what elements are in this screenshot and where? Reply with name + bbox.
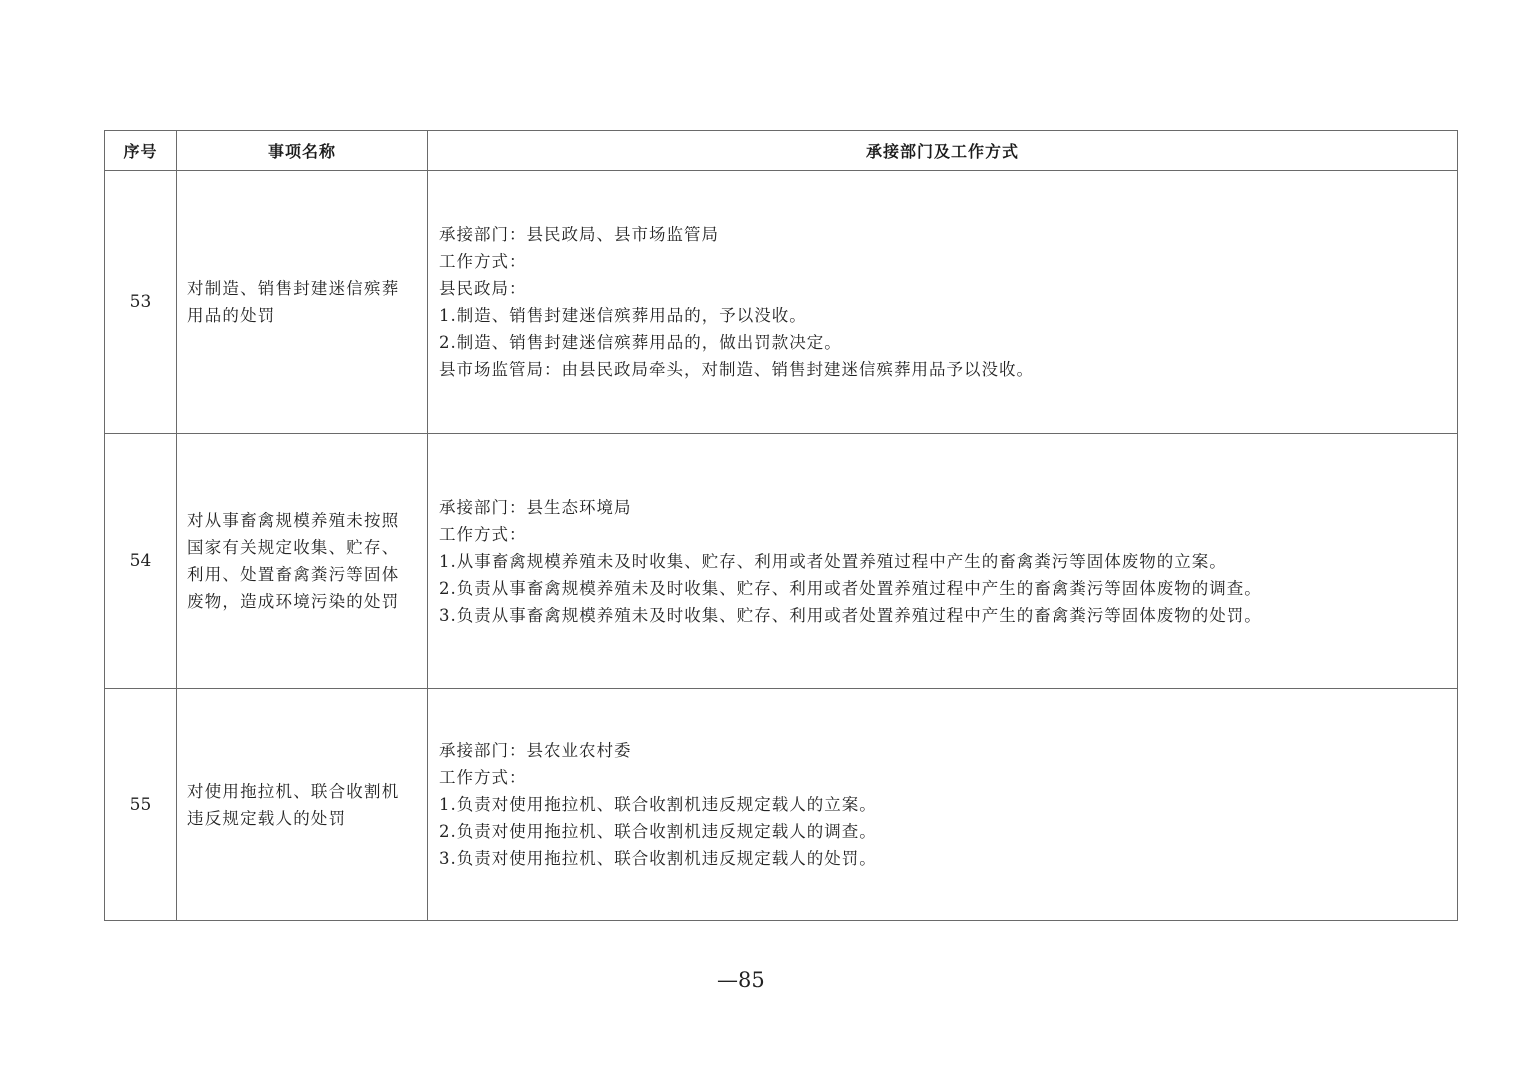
- row-matter-name: 对从事畜禽规模养殖未按照国家有关规定收集、贮存、利用、处置畜禽粪污等固体废物，造成环境污染的处罚: [177, 434, 428, 689]
- dept-line: 工作方式：: [439, 252, 527, 271]
- header-name: 事项名称: [177, 131, 428, 171]
- page-number: —85: [717, 968, 765, 992]
- dept-line: 承接部门：县民政局、县市场监管局: [439, 225, 719, 244]
- dept-line: 3.负责对使用拖拉机、联合收割机违反规定载人的处罚。: [439, 849, 877, 868]
- table-row: [105, 689, 1458, 921]
- dept-line: 承接部门：县生态环境局: [439, 497, 632, 517]
- row-matter-name: 对使用拖拉机、联合收割机违反规定载人的处罚: [177, 689, 428, 921]
- row-seq: 53: [105, 171, 177, 434]
- dept-line: 2.制造、销售封建迷信殡葬用品的，做出罚款决定。: [439, 333, 842, 352]
- row-dept-method: [428, 689, 1458, 921]
- header-dept: 承接部门及工作方式: [428, 131, 1458, 171]
- row-dept-method: [428, 434, 1458, 689]
- dept-line: 工作方式：: [439, 524, 527, 544]
- dept-line: 承接部门：县农业农村委: [439, 741, 632, 760]
- dept-line: 2.负责从事畜禽规模养殖未及时收集、贮存、利用或者处置养殖过程中产生的畜禽粪污等固体废物的调查。: [439, 578, 1262, 598]
- matters-table: [104, 130, 1458, 921]
- dept-line: 县市场监管局：由县民政局牵头，对制造、销售封建迷信殡葬用品予以没收。: [439, 360, 1034, 379]
- table-header-row: [105, 131, 1458, 171]
- dept-line: 1.负责对使用拖拉机、联合收割机违反规定载人的立案。: [439, 795, 877, 814]
- dept-line: 工作方式：: [439, 768, 527, 787]
- table-row: [105, 171, 1458, 434]
- row-dept-method: [428, 171, 1458, 434]
- dept-line: 县民政局：: [439, 279, 527, 298]
- dept-line: 1.从事畜禽规模养殖未及时收集、贮存、利用或者处置养殖过程中产生的畜禽粪污等固体废物的立案。: [439, 551, 1227, 571]
- dept-line: 1.制造、销售封建迷信殡葬用品的，予以没收。: [439, 306, 807, 325]
- row-matter-name: 对制造、销售封建迷信殡葬用品的处罚: [177, 171, 428, 434]
- header-seq: 序号: [105, 131, 177, 171]
- table-row: [105, 434, 1458, 689]
- row-seq: 54: [105, 434, 177, 689]
- dept-line: 2.负责对使用拖拉机、联合收割机违反规定载人的调查。: [439, 822, 877, 841]
- row-seq: 55: [105, 689, 177, 921]
- dept-line: 3.负责从事畜禽规模养殖未及时收集、贮存、利用或者处置养殖过程中产生的畜禽粪污等固体废物的处罚。: [439, 605, 1262, 625]
